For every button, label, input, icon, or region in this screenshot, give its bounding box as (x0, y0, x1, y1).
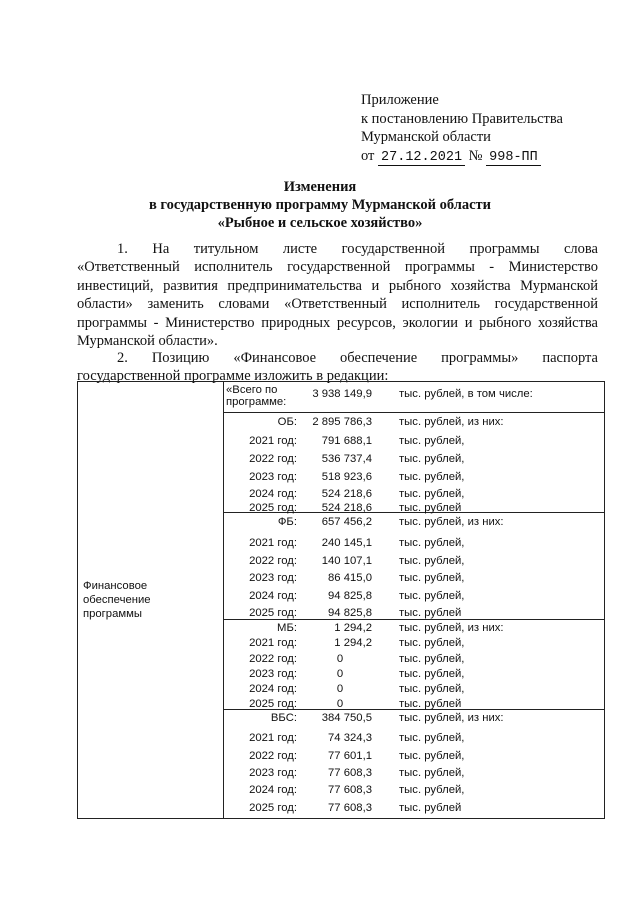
year-label: 2021 год: (249, 732, 297, 744)
fb-label: ФБ: (277, 516, 297, 528)
year-value: 77 608,3 (328, 802, 372, 814)
year-unit: тыс. рублей (399, 698, 462, 710)
year-value: 0 (336, 683, 344, 695)
year-label: 2022 год: (249, 653, 297, 665)
ob-unit: тыс. рублей, из них: (399, 416, 504, 428)
year-label: 2025 год: (249, 698, 297, 710)
total-label (226, 384, 296, 408)
title-line-3: «Рыбное и сельское хозяйство» (217, 215, 423, 231)
vbs-value: 384 750,5 (321, 712, 372, 724)
year-unit: тыс. рублей, (399, 732, 465, 744)
paragraph-2-text: государственной программе изложить в редакции: (77, 368, 389, 385)
total-label-line-2: программе: (226, 396, 287, 408)
title-line-2: в государственную программу Мурманской области (148, 197, 492, 213)
vbs-label: ВБС: (270, 712, 297, 724)
appendix-header (361, 91, 563, 166)
mb-unit: тыс. рублей, из них: (399, 622, 504, 634)
year-unit: тыс. рублей, (399, 555, 465, 567)
title-line-1: Изменения (283, 179, 357, 195)
year-label: 2023 год: (249, 572, 297, 584)
year-label: 2021 год: (249, 537, 297, 549)
year-label: 2024 год: (249, 784, 297, 796)
year-unit: тыс. рублей (399, 502, 462, 514)
year-label: 2023 год: (249, 471, 297, 483)
resolution-number: 998-ПП (486, 150, 541, 166)
year-value: 518 923,6 (321, 471, 372, 483)
year-label: 2024 год: (249, 488, 297, 500)
year-unit: тыс. рублей, (399, 453, 465, 465)
vbs-cell (224, 710, 605, 819)
year-unit: тыс. рублей, (399, 488, 465, 500)
fb-value: 657 456,2 (321, 516, 372, 528)
number-label: № (468, 147, 483, 164)
year-unit: тыс. рублей, (399, 572, 465, 584)
total-cell (224, 382, 605, 413)
mb-label: МБ: (277, 622, 297, 634)
year-label: 2024 год: (249, 590, 297, 602)
year-unit: тыс. рублей, (399, 767, 465, 779)
year-value: 77 608,3 (328, 767, 372, 779)
year-value: 0 (336, 653, 344, 665)
year-value: 240 145,1 (321, 537, 372, 549)
resolution-date: 27.12.2021 (378, 150, 465, 166)
year-label: 2022 год: (249, 453, 297, 465)
ob-value: 2 895 786,3 (312, 416, 372, 428)
ob-label: ОБ: (277, 416, 297, 428)
year-unit: тыс. рублей, (399, 653, 465, 665)
year-value: 0 (336, 698, 344, 710)
appendix-region: Мурманской области (361, 129, 491, 145)
ob-cell (224, 413, 605, 513)
total-value: 3 938 149,9 (312, 388, 372, 400)
appendix-reference: к постановлению Правительства (361, 110, 563, 127)
paragraph-2-first-line: 2. Позицию «Финансовое обеспечение программы» паспорта (117, 350, 598, 366)
year-label: 2024 год: (249, 683, 297, 695)
year-value: 524 218,6 (321, 488, 372, 500)
year-value: 77 608,3 (328, 784, 372, 796)
year-value: 77 601,1 (328, 750, 372, 762)
total-label-line-1: «Всего по (226, 384, 278, 396)
year-label: 2025 год: (249, 802, 297, 814)
financing-label-line-3: программы (83, 608, 143, 620)
year-unit: тыс. рублей, (399, 784, 465, 796)
total-unit: тыс. рублей, в том числе: (399, 388, 533, 400)
year-label: 2023 год: (249, 668, 297, 680)
paragraph-1-text: «Ответственный исполнитель государственной программы - Министерство инвестиций, развития предпринимательства и рыбного хозяйства Мурманской области» заменить словами «Ответственный исполнитель государственной программы - Министерство природных ресурсов, экологии и рыбного хозяйства Мурманской области». (77, 259, 598, 350)
year-label: 2022 год: (249, 750, 297, 762)
paragraph-1 (77, 240, 598, 350)
year-value: 94 825,8 (328, 607, 372, 619)
fb-cell (224, 513, 605, 620)
fb-unit: тыс. рублей, из них: (399, 516, 504, 528)
year-value: 86 415,0 (328, 572, 372, 584)
year-unit: тыс. рублей, (399, 471, 465, 483)
year-label: 2025 год: (249, 607, 297, 619)
year-label: 2022 год: (249, 555, 297, 567)
year-value: 0 (336, 668, 344, 680)
year-label: 2021 год: (249, 637, 297, 649)
financing-label-cell (78, 382, 224, 819)
year-value: 140 107,1 (321, 555, 372, 567)
year-label: 2023 год: (249, 767, 297, 779)
year-unit: тыс. рублей, (399, 637, 465, 649)
financing-table (77, 381, 605, 819)
year-unit: тыс. рублей (399, 802, 462, 814)
document-title (0, 178, 640, 232)
year-label: 2021 год: (249, 435, 297, 447)
year-value: 524 218,6 (321, 502, 372, 514)
vbs-unit: тыс. рублей, из них: (399, 712, 504, 724)
mb-cell (224, 620, 605, 710)
year-value: 791 688,1 (321, 435, 372, 447)
year-unit: тыс. рублей, (399, 668, 465, 680)
year-unit: тыс. рублей, (399, 537, 465, 549)
appendix-title: Приложение (361, 92, 439, 108)
year-value: 74 324,3 (328, 732, 372, 744)
year-unit: тыс. рублей (399, 607, 462, 619)
financing-label-line-2: обеспечение (83, 594, 151, 606)
financing-label-line-1: Финансовое (83, 580, 148, 592)
year-label: 2025 год: (249, 502, 297, 514)
year-unit: тыс. рублей, (399, 683, 465, 695)
year-value: 536 737,4 (321, 453, 372, 465)
mb-value: 1 294,2 (334, 622, 372, 634)
from-label: от (361, 147, 375, 164)
year-unit: тыс. рублей, (399, 750, 465, 762)
year-value: 1 294,2 (334, 637, 372, 649)
year-unit: тыс. рублей, (399, 590, 465, 602)
paragraph-1-first-line: 1. На титульном листе государственной программы слова (117, 241, 598, 257)
year-value: 94 825,8 (328, 590, 372, 602)
appendix-date-number (361, 147, 563, 166)
year-unit: тыс. рублей, (399, 435, 465, 447)
